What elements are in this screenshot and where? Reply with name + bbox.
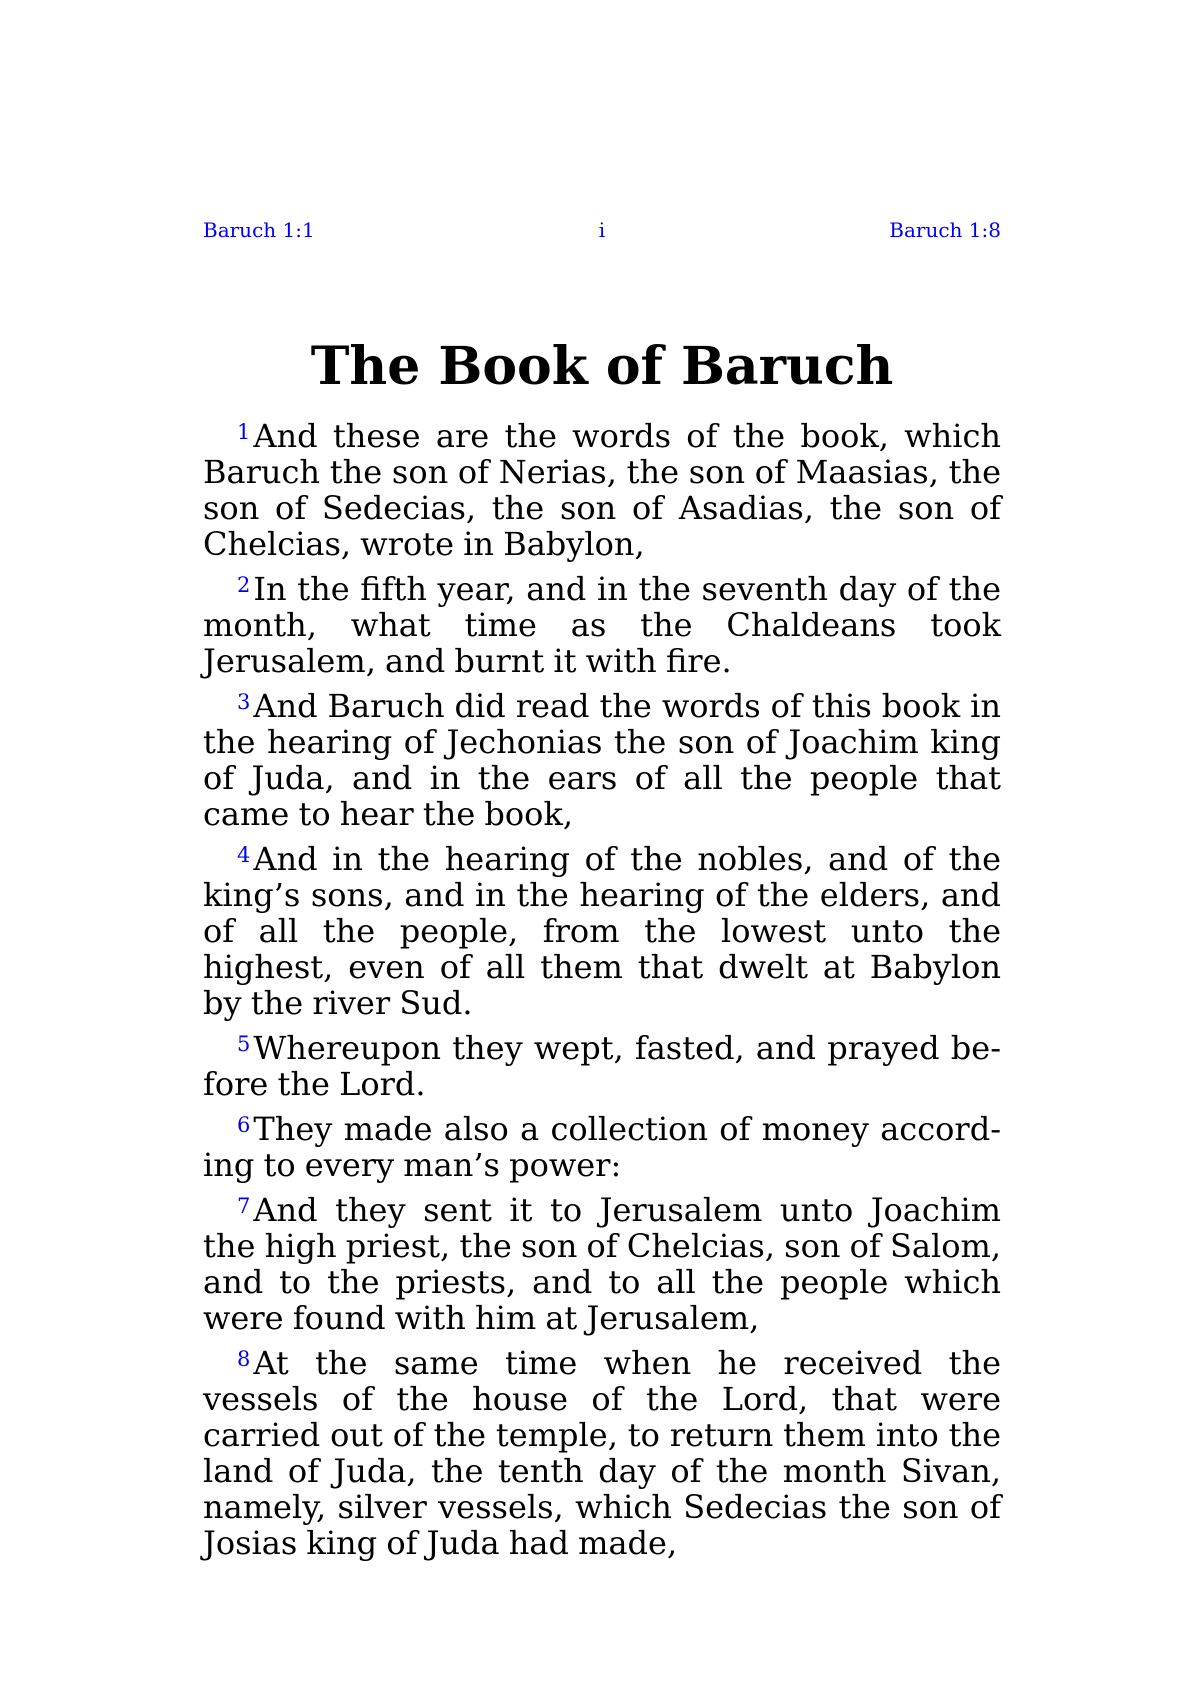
verse-number-link[interactable]: 5 bbox=[237, 1032, 251, 1056]
verse bbox=[203, 1341, 1001, 1561]
verse-text: And these are the words of the book, which Baruch the son of Nerias, the son of Maasias, the son of Sedecias, the son of Asadias, the son of Chelcias, wrote in Babylon, bbox=[203, 417, 1001, 563]
header-left-link[interactable]: Baruch 1:1 bbox=[203, 218, 315, 242]
verse-number-link[interactable]: 6 bbox=[237, 1113, 251, 1137]
header-right-link[interactable]: Baruch 1:8 bbox=[889, 218, 1001, 242]
verse bbox=[203, 1026, 1001, 1102]
verse-number-link[interactable]: 8 bbox=[237, 1347, 251, 1371]
verse-text: And Baruch did read the words of this book in the hearing of Jechonias the son of Joachim king of Juda, and in the ears of all the people that came to hear the book, bbox=[203, 687, 1001, 833]
verse-text: And in the hearing of the nobles, and of the king’s sons, and in the hearing of the elders, and of all the people, from the lowest unto the highest, even of all them that dwelt at Babylon by the river Sud. bbox=[203, 840, 1001, 1022]
verse-text: And they sent it to Jerusalem unto Joachim the high priest, the son of Chelcias, son of Salom, and to the priests, and to all the people which were found with him at Jerusalem, bbox=[203, 1191, 1001, 1337]
verse-number-link[interactable]: 4 bbox=[237, 843, 251, 867]
verse-number-link[interactable]: 3 bbox=[237, 690, 251, 714]
verse-text: In the fifth year, and in the seventh day of the month, what time as the Chaldeans took Jerusalem, and burnt it with fire. bbox=[203, 570, 1001, 680]
verse-text: They made also a collection of money accord-ing to every man’s power: bbox=[203, 1110, 1001, 1184]
verse bbox=[203, 1107, 1001, 1183]
verse bbox=[203, 837, 1001, 1021]
verse-number-link[interactable]: 1 bbox=[237, 420, 251, 444]
running-header bbox=[203, 216, 1001, 244]
book-title: The Book of Baruch bbox=[310, 336, 894, 397]
verse-number-link[interactable]: 2 bbox=[237, 573, 251, 597]
verse-text: At the same time when he received the vessels of the house of the Lord, that were carried out of the temple, to return them into the land of Juda, the tenth day of the month Sivan, namely, silver vessels, which Sedecias the son of Josias king of Juda had made, bbox=[203, 1344, 1001, 1562]
verse-number-link[interactable]: 7 bbox=[237, 1194, 251, 1218]
verse-text: Whereupon they wept, fasted, and prayed be-fore the Lord. bbox=[203, 1029, 1001, 1103]
chapter-text bbox=[203, 414, 1001, 1566]
verse bbox=[203, 414, 1001, 562]
verse bbox=[203, 684, 1001, 832]
verse bbox=[203, 1188, 1001, 1336]
page-number: i bbox=[598, 218, 606, 242]
verse bbox=[203, 567, 1001, 679]
